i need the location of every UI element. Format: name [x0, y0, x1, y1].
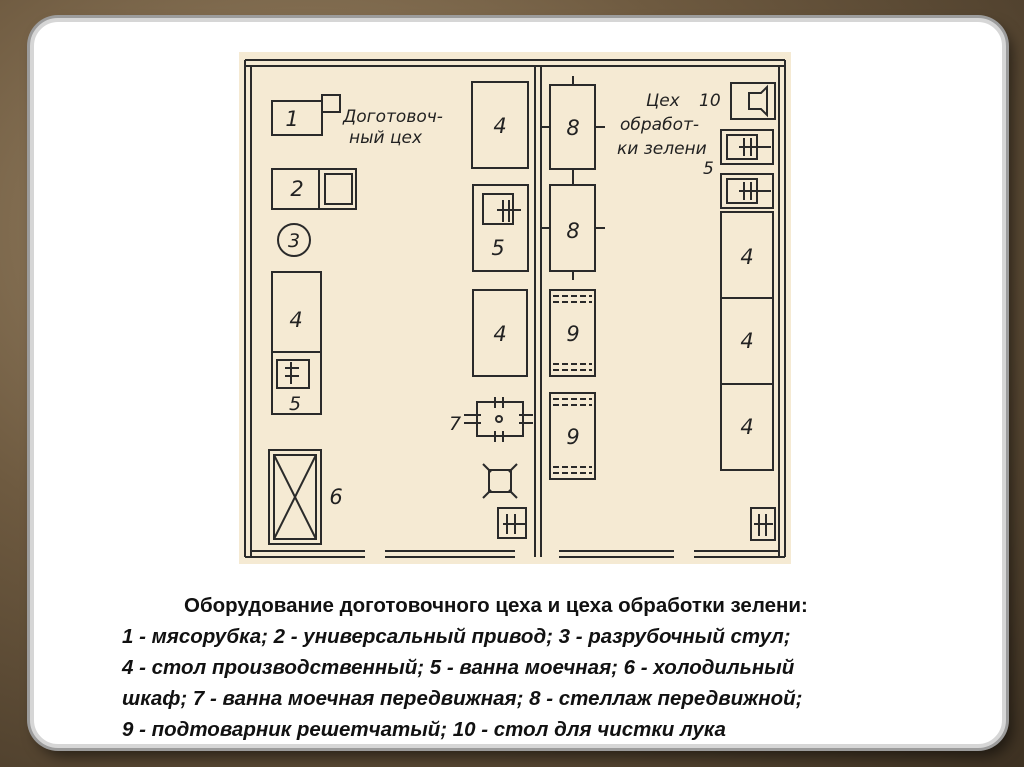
equipment-6-fridge — [269, 450, 321, 544]
caption-line-3: шкаф; 7 - ванна моечная передвижная; 8 - стеллаж передвижной; — [122, 687, 803, 710]
label-6: 6 — [329, 485, 343, 509]
caption-title: Оборудование доготовочного цеха и цеха обработки зелени: — [184, 594, 808, 617]
zone-left-label-line1: Доготовоч- — [343, 107, 443, 127]
zone-left-label-line2: ный цех — [349, 128, 423, 148]
caption-line-2: 4 - стол производственный; 5 - ванна моечная; 6 - холодильный — [122, 656, 795, 679]
label-10: 10 — [699, 91, 721, 111]
label-8-bottom: 8 — [566, 219, 580, 243]
label-5-right: 5 — [703, 159, 714, 179]
floor-plan — [239, 52, 791, 564]
label-5-left: 5 — [288, 393, 302, 415]
outer-walls — [245, 60, 785, 557]
equipment-10-onion-peeling-table — [731, 83, 775, 119]
caption-line-1: 1 - мясорубка; 2 - универсальный привод; 3 - разрубочный стул; — [122, 625, 791, 648]
label-4-left: 4 — [289, 308, 303, 332]
equipment-7-mobile-wash-tub — [464, 397, 533, 442]
zone-right-label-line1: Цех — [646, 91, 680, 111]
label-9-top: 9 — [566, 322, 580, 346]
equipment-5-wash-tub-right-top — [721, 130, 773, 164]
label-9-bottom: 9 — [566, 425, 580, 449]
caption-line-4: 9 - подтоварник решетчатый; 10 - стол для чистки лука — [122, 718, 726, 741]
label-4-right-3: 4 — [740, 415, 754, 439]
label-2: 2 — [290, 177, 304, 201]
label-3: 3 — [287, 230, 301, 252]
label-4-right-2: 4 — [740, 329, 754, 353]
label-5-middle: 5 — [491, 236, 505, 260]
slide-card — [30, 18, 1006, 748]
caption — [122, 590, 1002, 745]
equipment-1-meat-grinder — [272, 95, 340, 135]
label-7: 7 — [448, 413, 462, 435]
partition-wall — [535, 66, 541, 557]
sink-small-middle — [498, 508, 526, 538]
floor-plan-drawing — [239, 52, 791, 564]
drain-symbol — [483, 464, 517, 498]
label-4-right-1: 4 — [740, 245, 754, 269]
label-1: 1 — [285, 107, 299, 131]
sink-small-right — [751, 508, 775, 540]
label-4-middle-top: 4 — [493, 114, 507, 138]
zone-right-label-line2: обработ- — [620, 115, 700, 135]
label-4-middle-bottom: 4 — [493, 322, 507, 346]
equipment-2-universal-drive — [272, 169, 356, 209]
label-8-top: 8 — [566, 116, 580, 140]
equipment-5-wash-tub-right-bottom — [721, 174, 773, 208]
zone-right-label-line3: ки зелени — [617, 139, 707, 159]
